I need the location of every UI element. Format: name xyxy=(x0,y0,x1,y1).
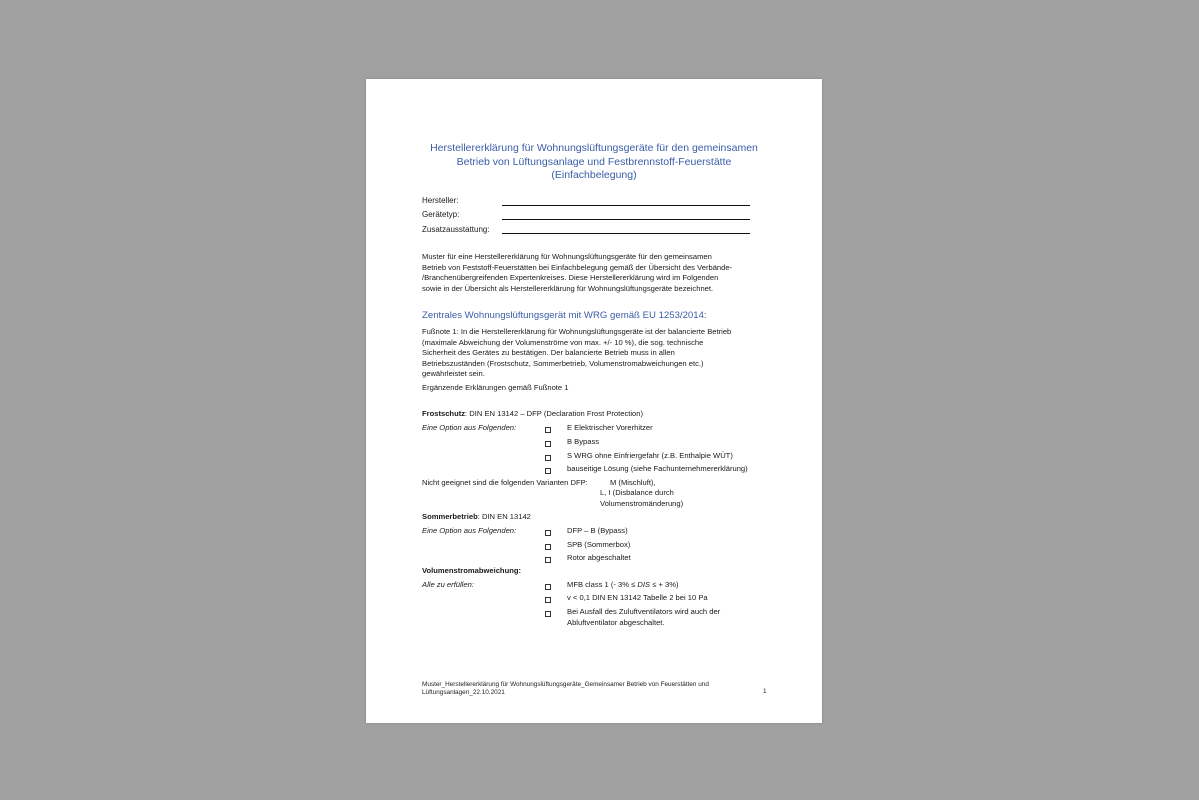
volume-checkbox-3[interactable] xyxy=(545,611,551,617)
volume-checkbox-2[interactable] xyxy=(545,597,551,603)
volume-heading: Volumenstromabweichung: xyxy=(422,566,522,575)
frost-option-1: E Elektrischer Vorerhitzer xyxy=(567,423,653,432)
unsuitable-item-3: Volumenstromänderung) xyxy=(600,499,684,508)
frost-heading: Frostschutz: DIN EN 13142 – DFP (Declaration Frost Protection) xyxy=(422,409,644,418)
frost-option-3: S WRG ohne Einfriergefahr (z.B. Enthalpie WÜT) xyxy=(567,451,733,460)
frost-checkbox-4[interactable] xyxy=(545,468,551,474)
summer-checkbox-1[interactable] xyxy=(545,530,551,536)
frost-checkbox-1[interactable] xyxy=(545,427,551,433)
intro-paragraph: Muster für eine Herstellererklärung für Wohnungslüftungsgeräte für den gemeinsamen Betrieb von Feststoff-Feuerstätten bei Einfachbelegung gemäß der Übersicht des Verbände- /Branchenübergreifenden Expertenkreises. Diese Herstellererklärung wird im Folgenden sowie in der Übersicht als Herstellererklärung für Wohnungslüftungsgeräte bezeichnet. xyxy=(422,252,733,293)
volume-option-1: MFB class 1 (- 3% ≤ DIS ≤ + 3%) xyxy=(567,580,679,589)
summer-option-1: DFP – B (Bypass) xyxy=(567,526,628,535)
summer-option-2: SPB (Sommerbox) xyxy=(567,540,631,549)
summer-checkbox-3[interactable] xyxy=(545,557,551,563)
volume-option-3: Bei Ausfall des Zuluftventilators wird auch der Abluftventilator abgeschaltet. xyxy=(567,607,721,627)
field-line-hersteller[interactable] xyxy=(502,205,750,206)
section-heading: Zentrales Wohnungslüftungsgerät mit WRG gemäß EU 1253/2014: xyxy=(422,310,707,321)
summer-checkbox-2[interactable] xyxy=(545,544,551,550)
field-line-geraetetyp[interactable] xyxy=(502,219,750,220)
summer-option-label: Eine Option aus Folgenden: xyxy=(422,526,517,535)
summer-option-3: Rotor abgeschaltet xyxy=(567,553,631,562)
unsuitable-variants-lead: Nicht geeignet sind die folgenden Varianten DFP: xyxy=(422,478,588,487)
field-label-hersteller: Hersteller: xyxy=(422,196,459,205)
volume-checkbox-1[interactable] xyxy=(545,584,551,590)
volume-option-2: v < 0,1 DIN EN 13142 Tabelle 2 bei 10 Pa xyxy=(567,593,708,602)
frost-checkbox-2[interactable] xyxy=(545,441,551,447)
frost-checkbox-3[interactable] xyxy=(545,455,551,461)
footnote-paragraph: Fußnote 1: In die Herstellererklärung für Wohnungslüftungsgeräte ist der balancierte Betrieb (maximale Abweichung der Volumenströme von max. +/- 10 %), die sog. technische Sicherheit des Gerätes zu bestätigen. Der balancierte Betrieb muss in allen Betriebszuständen (Frostschutz, Sommerbetrieb, Volumenstromabweichungen etc.) gewährleistet sein. xyxy=(422,327,732,378)
field-label-zusatzausstattung: Zusatzausstattung: xyxy=(422,225,490,234)
page-footer: Muster_Herstellererklärung für Wohnungslüftungsgeräte_Gemeinsamer Betrieb von Feuerstätten und Lüftungsanlagen_22.10.2021 xyxy=(422,681,709,696)
volume-option-label: Alle zu erfüllen: xyxy=(422,580,474,589)
field-line-zusatzausstattung[interactable] xyxy=(502,233,750,234)
summer-heading: Sommerbetrieb: DIN EN 13142 xyxy=(422,512,531,521)
unsuitable-item-1: M (Mischluft), xyxy=(610,478,656,487)
supplement-note: Ergänzende Erklärungen gemäß Fußnote 1 xyxy=(422,383,569,392)
frost-option-2: B Bypass xyxy=(567,437,600,446)
document-title: Herstellererklärung für Wohnungslüftungsgeräte für den gemeinsamen Betrieb von Lüftungsanlage und Festbrennstoff-Feuerstätte (Einfachbelegung) xyxy=(430,142,758,181)
document-page xyxy=(366,79,822,723)
field-label-geraetetyp: Gerätetyp: xyxy=(422,210,460,219)
frost-option-label: Eine Option aus Folgenden: xyxy=(422,423,517,432)
unsuitable-item-2: L, I (Disbalance durch xyxy=(600,488,674,497)
page-number: 1 xyxy=(763,688,767,695)
frost-option-4: bauseitige Lösung (siehe Fachunternehmererklärung) xyxy=(567,464,748,473)
